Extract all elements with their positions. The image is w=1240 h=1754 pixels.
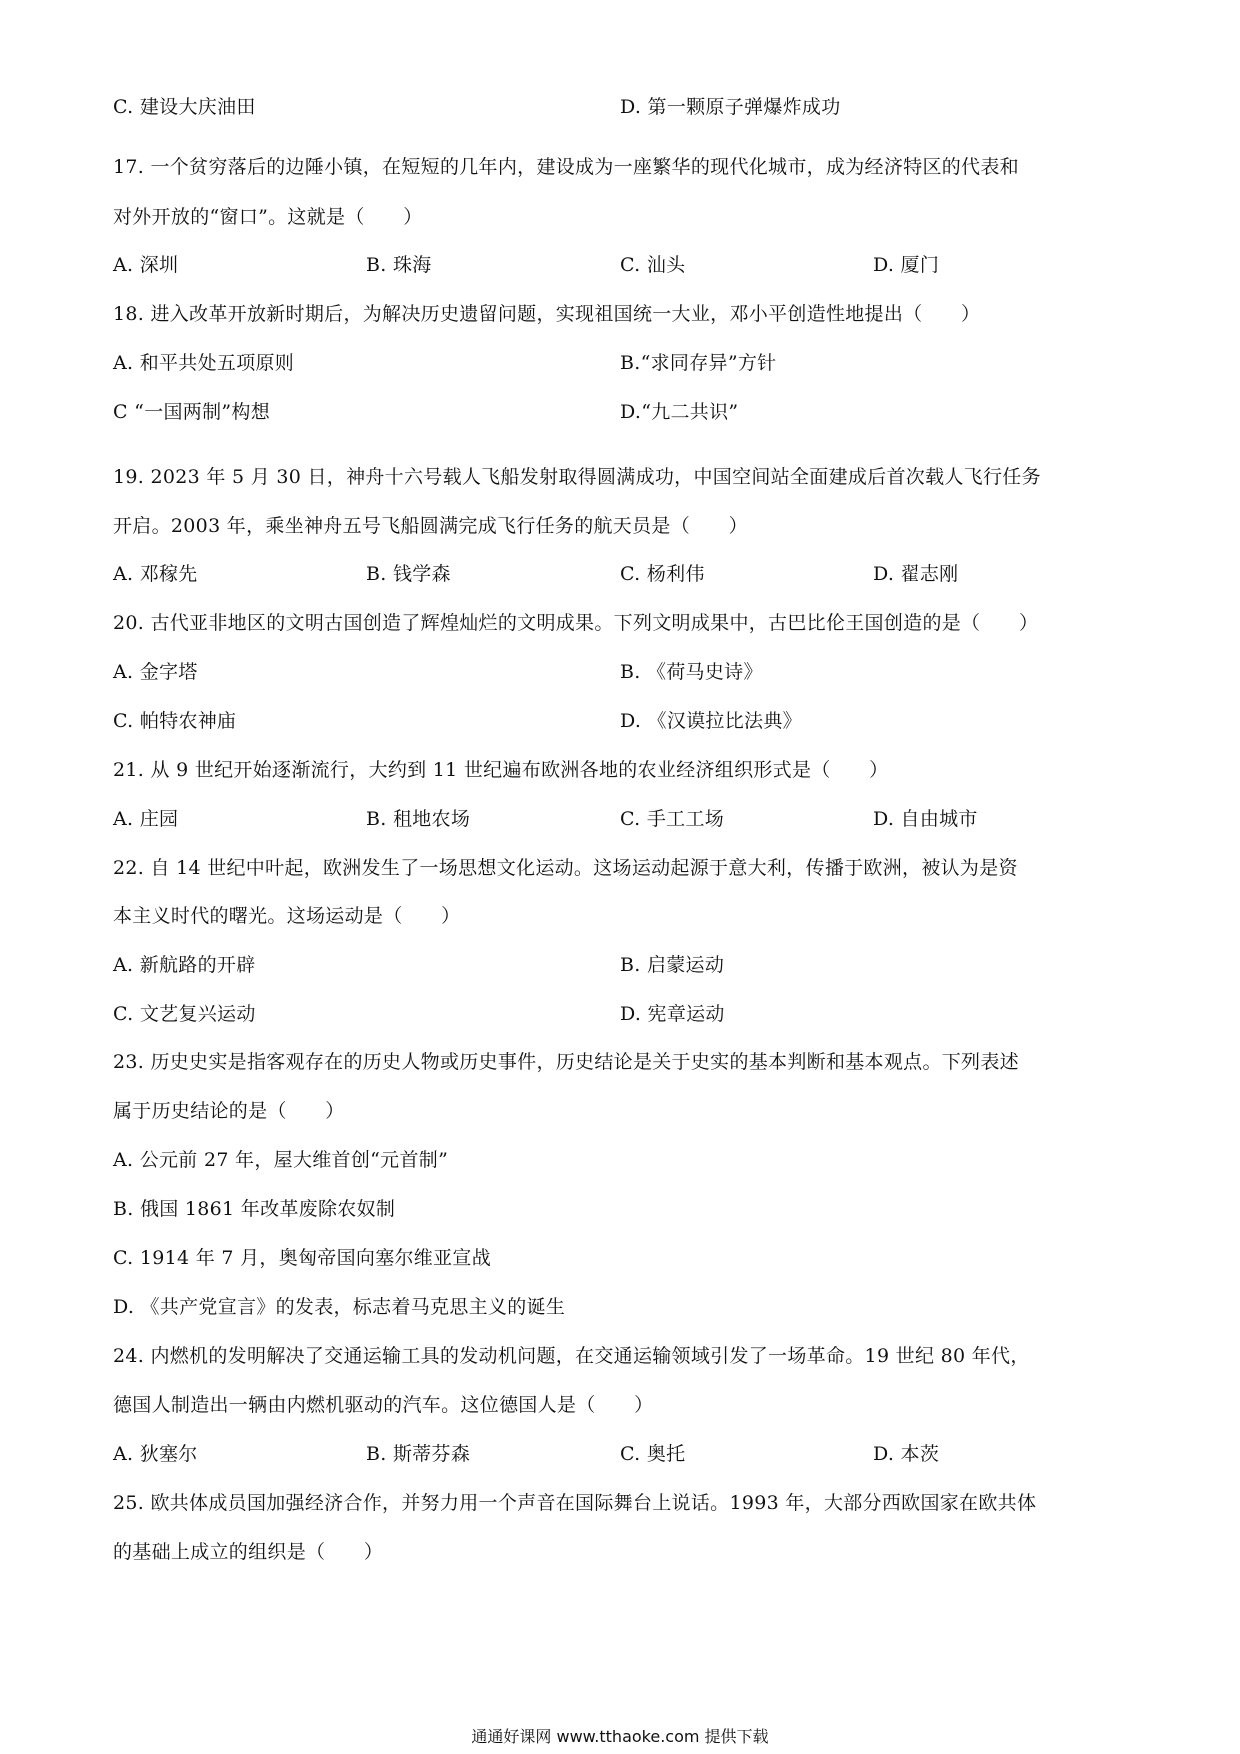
q24-stem-line1: 24. 内燃机的发明解决了交通运输工具的发动机问题，在交通运输领域引发了一场革命。19 世纪 80 年代， (113, 1345, 1030, 1367)
q21-option-c: C. 手工工场 (620, 808, 725, 830)
q18-stem-line1: 18. 进入改革开放新时期后，为解决历史遗留问题，实现祖国统一大业，邓小平创造性地提出（ ） (113, 303, 981, 325)
q16-option-d: D. 第一颗原子弹爆炸成功 (620, 96, 841, 118)
q17-stem-line1: 17. 一个贫穷落后的边陲小镇，在短短的几年内，建设成为一座繁华的现代化城市，成为经济特区的代表和 (113, 156, 1019, 178)
q17-option-d: D. 厦门 (873, 254, 940, 276)
q17-stem-line2: 对外开放的“窗口”。这就是（ ） (113, 206, 423, 228)
q17-option-b: B. 珠海 (366, 254, 432, 276)
q17-option-a: A. 深圳 (113, 254, 179, 276)
q21-option-d: D. 自由城市 (873, 808, 978, 830)
q22-option-b: B. 启蒙运动 (620, 954, 725, 976)
q23-option-b: B. 俄国 1861 年改革废除农奴制 (113, 1198, 396, 1220)
q22-stem-line1: 22. 自 14 世纪中叶起，欧洲发生了一场思想文化运动。这场运动起源于意大利，传播于欧洲，被认为是资 (113, 857, 1018, 879)
q18-option-d: D.“九二共识” (620, 401, 739, 423)
q18-option-a: A. 和平共处五项原则 (113, 352, 295, 374)
q20-option-d: D. 《汉谟拉比法典》 (620, 710, 802, 732)
q25-stem-line2: 的基础上成立的组织是（ ） (113, 1541, 384, 1563)
q24-stem-line2: 德国人制造出一辆由内燃机驱动的汽车。这位德国人是（ ） (113, 1394, 654, 1416)
q24-option-a: A. 狄塞尔 (113, 1443, 198, 1465)
q22-option-a: A. 新航路的开辟 (113, 954, 256, 976)
q20-option-c: C. 帕特农神庙 (113, 710, 237, 732)
q22-option-d: D. 宪章运动 (620, 1003, 725, 1025)
q18-option-c: C “一国两制”构想 (113, 401, 271, 423)
q23-stem-line1: 23. 历史史实是指客观存在的历史人物或历史事件，历史结论是关于史实的基本判断和基本观点。下列表述 (113, 1051, 1019, 1073)
q21-option-b: B. 租地农场 (366, 808, 471, 830)
q22-stem-line2: 本主义时代的曙光。这场运动是（ ） (113, 905, 461, 927)
q17-option-c: C. 汕头 (620, 254, 686, 276)
q19-stem-line1: 19. 2023 年 5 月 30 日，神舟十六号载人飞船发射取得圆满成功，中国空间站全面建成后首次载人飞行任务 (113, 466, 1041, 488)
q19-option-d: D. 翟志刚 (873, 563, 959, 585)
q21-option-a: A. 庄园 (113, 808, 179, 830)
q25-stem-line1: 25. 欧共体成员国加强经济合作，并努力用一个声音在国际舞台上说话。1993 年，大部分西欧国家在欧共体 (113, 1492, 1037, 1514)
q21-stem-line1: 21. 从 9 世纪开始逐渐流行，大约到 11 世纪遍布欧洲各地的农业经济组织形式是（ ） (113, 759, 889, 781)
q22-option-c: C. 文艺复兴运动 (113, 1003, 256, 1025)
q24-option-c: C. 奥托 (620, 1443, 686, 1465)
q19-stem-line2: 开启。2003 年，乘坐神舟五号飞船圆满完成飞行任务的航天员是（ ） (113, 515, 748, 537)
q24-option-d: D. 本茨 (873, 1443, 940, 1465)
q23-option-d: D. 《共产党宣言》的发表，标志着马克思主义的诞生 (113, 1296, 566, 1318)
q23-option-a: A. 公元前 27 年，屋大维首创“元首制” (113, 1149, 449, 1171)
q23-stem-line2: 属于历史结论的是（ ） (113, 1100, 345, 1122)
q20-option-a: A. 金字塔 (113, 661, 198, 683)
q20-option-b: B. 《荷马史诗》 (620, 661, 763, 683)
q18-option-b: B.“求同存异”方针 (620, 352, 777, 374)
q20-stem-line1: 20. 古代亚非地区的文明古国创造了辉煌灿烂的文明成果。下列文明成果中，古巴比伦王国创造的是（ ） (113, 612, 1039, 634)
q24-option-b: B. 斯蒂芬森 (366, 1443, 471, 1465)
page-footer: 通通好课网 www.tthaoke.com 提供下载 (471, 1727, 769, 1746)
q19-option-c: C. 杨利伟 (620, 563, 705, 585)
q23-option-c: C. 1914 年 7 月，奥匈帝国向塞尔维亚宣战 (113, 1247, 492, 1269)
q16-option-c: C. 建设大庆油田 (113, 96, 256, 118)
q19-option-b: B. 钱学森 (366, 563, 451, 585)
q19-option-a: A. 邓稼先 (113, 563, 198, 585)
